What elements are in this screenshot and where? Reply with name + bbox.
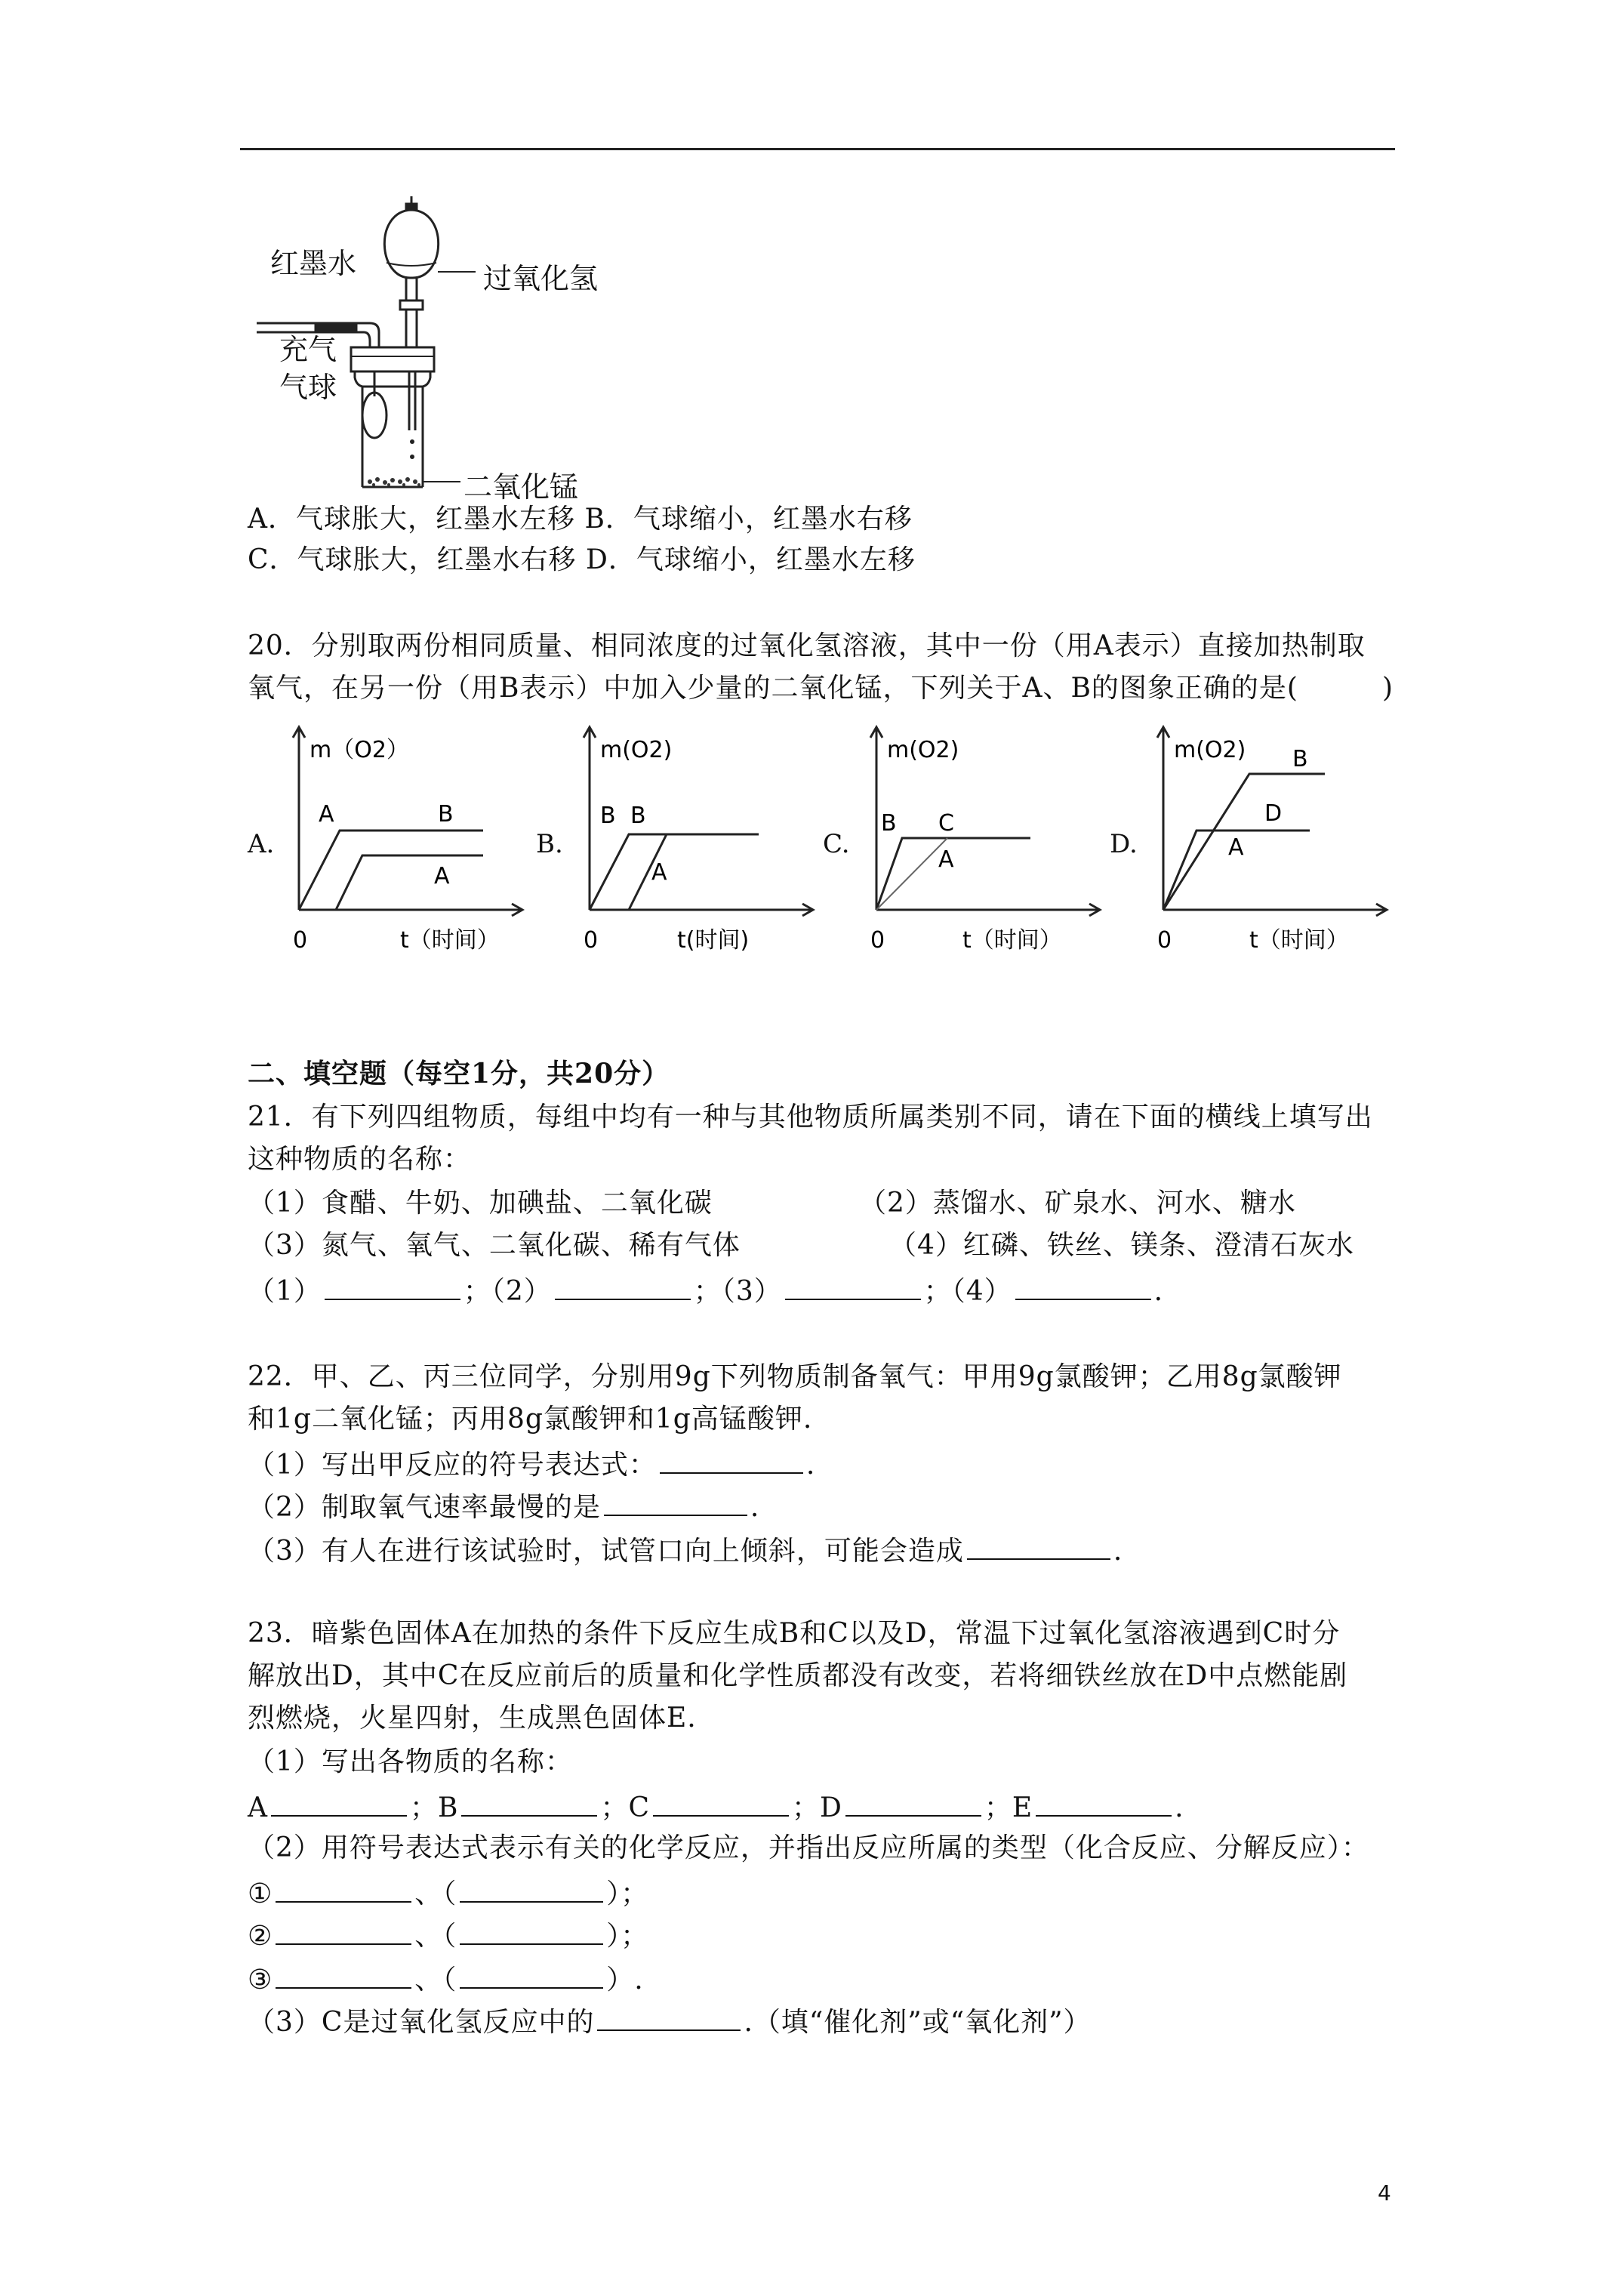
q23-line2: 解放出D，其中C在反应前后的质量和化学性质都没有改变，若将细铁丝放在D中点燃能剧 <box>248 1660 1348 1691</box>
graph-b-label-3: A <box>651 859 667 886</box>
q23-reaction-3 <box>248 1959 644 1999</box>
q21-line1: 21．有下列四组物质，每组中均有一种与其他物质所属类别不同，请在下面的横线上填写出 <box>248 1102 1373 1133</box>
q21-line2: 这种物质的名称： <box>248 1144 472 1175</box>
q23-blank-d[interactable] <box>845 1786 981 1817</box>
q23-sub-2: （2）用符号表达式表示有关的化学反应，并指出反应所属的类型（化合反应、分解反应）： <box>248 1832 1369 1863</box>
q21-group-3: （3）氮气、氧气、二氧化碳、稀有气体 <box>248 1230 741 1261</box>
q23-name-a-label: A <box>248 1792 268 1823</box>
graph-a <box>279 721 536 970</box>
q23-reaction-2-sep: 、（ <box>414 1921 457 1952</box>
q23-reaction-3-blank[interactable] <box>276 1959 411 1989</box>
q21-label-1: （1） <box>248 1276 322 1307</box>
q21-blank-2[interactable] <box>555 1270 691 1300</box>
graph-c-label-2: C <box>938 810 954 837</box>
graph-b-label-1: B <box>600 803 616 829</box>
graph-d-label-1: B <box>1292 746 1308 772</box>
q23-sub-3 <box>248 2001 1092 2041</box>
q23-sub-1: （1）写出各物质的名称： <box>248 1746 573 1777</box>
q22-blank-3[interactable] <box>967 1530 1110 1560</box>
q22-sub-2-text: （2）制取氧气速率最慢的是 <box>248 1492 601 1523</box>
q21-group-2: （2）蒸馏水、矿泉水、河水、糖水 <box>859 1188 1296 1219</box>
q23-reaction-2-close: ）； <box>606 1921 649 1952</box>
q23-blank-b[interactable] <box>461 1786 597 1817</box>
q23-blank-e[interactable] <box>1036 1786 1172 1817</box>
q23-reaction-2-type-blank[interactable] <box>460 1915 603 1945</box>
q20-line2: 氧气，在另一份（用B表示）中加入少量的二氧化锰，下列关于A、B的图象正确的是( ) <box>248 673 1394 704</box>
graph-d-ylabel: m(O2) <box>1174 737 1246 763</box>
graph-b <box>570 721 827 970</box>
q23-reaction-1-type-blank[interactable] <box>460 1872 603 1903</box>
q23-name-d-label: ；D <box>792 1792 842 1823</box>
q21-answer-line <box>248 1270 1163 1310</box>
graph-a-xlabel: t（时间） <box>400 927 500 954</box>
q23-reaction-3-close: ）. <box>606 1965 644 1996</box>
q22-line2: 和1g二氧化锰；丙用8g氯酸钾和1g高锰酸钾. <box>248 1404 813 1435</box>
graph-c-label-1: B <box>881 810 897 837</box>
graph-c-option: C. <box>823 829 850 859</box>
q22-blank-2[interactable] <box>604 1486 747 1516</box>
q23-name-e-label: ；E <box>984 1792 1033 1823</box>
graph-c-label-3: A <box>938 846 954 873</box>
q23-reaction-2 <box>248 1915 648 1955</box>
label-h2o2: 过氧化氢 <box>483 262 599 295</box>
q19-options-cd: C．气球胀大，红墨水右移 D．气球缩小，红墨水左移 <box>248 544 916 575</box>
q23-line1: 23．暗紫色固体A在加热的条件下反应生成B和C以及D，常温下过氧化氢溶液遇到C时分 <box>248 1618 1341 1649</box>
q23-sub-3-tail: .（填“催化剂”或“氧化剂”） <box>744 2007 1092 2038</box>
graph-b-label-2: B <box>630 803 646 829</box>
q22-sub-1-end: . <box>805 1450 816 1481</box>
graph-b-origin: 0 <box>584 927 599 954</box>
q21-blank-1[interactable] <box>325 1270 460 1300</box>
graph-a-label-3: A <box>434 863 450 889</box>
q23-name-b-label: ；B <box>410 1792 459 1823</box>
q23-reaction-1-blank[interactable] <box>276 1872 411 1903</box>
graph-a-ylabel: m（O2） <box>310 737 409 763</box>
graph-d-option: D. <box>1110 829 1138 859</box>
q22-line1: 22．甲、乙、丙三位同学，分别用9g下列物质制备氧气：甲用9g氯酸钾；乙用8g氯酸钾 <box>248 1361 1342 1392</box>
q23-reaction-3-type-blank[interactable] <box>460 1959 603 1989</box>
graph-c-ylabel: m(O2) <box>887 737 959 763</box>
label-balloon-2: 气球 <box>279 371 337 404</box>
graph-d <box>1144 721 1400 970</box>
graph-a-origin: 0 <box>293 927 308 954</box>
q22-blank-1[interactable] <box>660 1444 803 1474</box>
q23-reaction-2-blank[interactable] <box>276 1915 411 1945</box>
q22-sub-3-text: （3）有人在进行该试验时，试管口向上倾斜，可能会造成 <box>248 1536 964 1567</box>
q23-reaction-1-close: ）； <box>606 1878 649 1909</box>
q23-reaction-3-num: ③ <box>248 1965 273 1996</box>
graph-a-option: A. <box>248 829 275 859</box>
graph-b-xlabel: t(时间) <box>677 927 750 954</box>
q21-blank-3[interactable] <box>785 1270 921 1300</box>
graph-c <box>857 721 1113 970</box>
q21-group-1: （1）食醋、牛奶、加碘盐、二氧化碳 <box>248 1188 713 1219</box>
q23-reaction-1-num: ① <box>248 1878 273 1909</box>
q22-sub-1-text: （1）写出甲反应的符号表达式： <box>248 1450 657 1481</box>
q23-sub-3-blank[interactable] <box>597 2001 741 2031</box>
graph-d-xlabel: t（时间） <box>1249 927 1349 954</box>
section-2-title: 二、填空题（每空1分，共20分） <box>248 1058 670 1089</box>
q23-reaction-2-num: ② <box>248 1921 273 1952</box>
graph-d-label-2: D <box>1264 800 1283 827</box>
q23-names-end: . <box>1175 1792 1184 1823</box>
label-mno2: 二氧化锰 <box>463 470 579 504</box>
q23-reaction-1-sep: 、（ <box>414 1878 457 1909</box>
label-balloon-1: 充气 <box>279 333 337 366</box>
q21-group-4: （4）红磷、铁丝、镁条、澄清石灰水 <box>889 1230 1354 1261</box>
q21-label-3: ；（3） <box>693 1276 782 1307</box>
graph-c-origin: 0 <box>870 927 885 954</box>
q23-reaction-3-sep: 、（ <box>414 1965 457 1996</box>
label-red-ink: 红墨水 <box>270 247 357 280</box>
q22-sub-1 <box>248 1444 815 1484</box>
header-rule <box>240 148 1395 150</box>
q23-blank-c[interactable] <box>653 1786 789 1817</box>
q23-blank-a[interactable] <box>271 1786 407 1817</box>
q20-line1: 20．分别取两份相同质量、相同浓度的过氧化氢溶液，其中一份（用A表示）直接加热制取 <box>248 630 1366 661</box>
q23-names-line <box>248 1786 1184 1826</box>
q21-label-2: ；（2） <box>463 1276 552 1307</box>
q22-sub-3 <box>248 1530 1123 1570</box>
graph-a-label-1: A <box>319 801 334 827</box>
page-number: 4 <box>1378 2180 1391 2205</box>
q23-name-c-label: ；C <box>600 1792 651 1823</box>
q23-sub-3-text: （3）C是过氧化氢反应中的 <box>248 2007 595 2038</box>
q21-blank-4[interactable] <box>1015 1270 1151 1300</box>
q21-end: . <box>1153 1276 1164 1307</box>
graph-b-ylabel: m(O2) <box>600 737 673 763</box>
q23-reaction-1 <box>248 1872 648 1912</box>
graph-a-label-2: B <box>438 801 454 827</box>
graph-c-xlabel: t（时间） <box>962 927 1062 954</box>
graph-d-origin: 0 <box>1157 927 1172 954</box>
q22-sub-2-end: . <box>750 1492 760 1523</box>
graph-b-option: B. <box>536 829 563 859</box>
graph-d-label-3: A <box>1228 834 1244 861</box>
q22-sub-2 <box>248 1486 759 1526</box>
q19-options-ab: A．气球胀大，红墨水左移 B．气球缩小，红墨水右移 <box>248 504 913 535</box>
q21-label-4: ；（4） <box>923 1276 1012 1307</box>
q22-sub-3-end: . <box>1113 1536 1123 1567</box>
q23-line3: 烈燃烧，火星四射，生成黑色固体E. <box>248 1703 697 1734</box>
